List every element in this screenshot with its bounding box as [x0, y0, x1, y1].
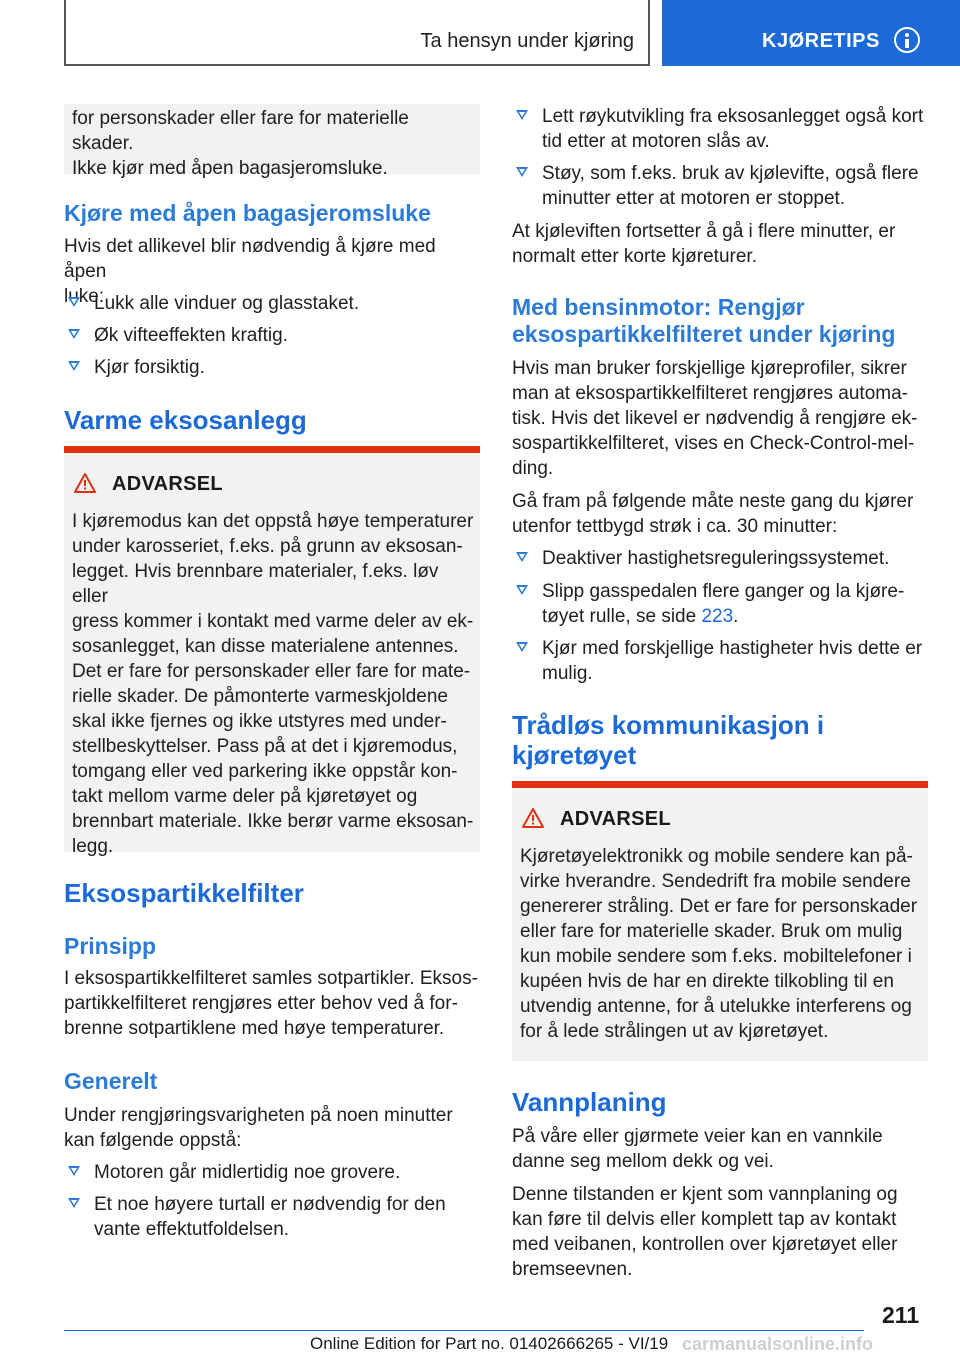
list-item	[512, 579, 904, 629]
text-line: virke hverandre. Sendedrift fra mobile sendere	[520, 871, 911, 892]
bullet-triangle-icon	[516, 585, 528, 595]
text-line: Denne tilstanden er kjent som vannplaning og	[512, 1184, 898, 1205]
list-item-text: Støy, som f.eks. bruk av kjølevifte, også flere	[542, 163, 919, 184]
list-item-text: Et noe høyere turtall er nødvendig for den	[94, 1194, 446, 1215]
warning-text	[520, 844, 924, 1044]
list-item-text: Deaktiver hastighetsreguleringssystemet.	[542, 548, 890, 569]
list-item-text: Kjør forsiktig.	[94, 357, 205, 378]
text-line: normalt etter korte kjøreturer.	[512, 246, 757, 267]
heading-wireless	[512, 710, 928, 770]
bullet-triangle-icon	[68, 1166, 80, 1176]
heading-particle-filter: Eksospartikkelfilter	[64, 878, 304, 908]
list-item-text: Slipp gasspedalen flere ganger og la kjøre‐	[542, 581, 905, 602]
list-item	[512, 104, 923, 154]
fan-text	[512, 219, 928, 269]
proceed-text	[512, 489, 928, 539]
text-line: skal ikke fjernes og ikke utstyres med under‐	[72, 711, 447, 732]
text-line: utvendig antenne, for å utelukke interferens og	[520, 996, 912, 1017]
heading-general: Generelt	[64, 1068, 158, 1094]
bullet-triangle-icon	[68, 329, 80, 339]
text-line: Kjøretøyelektronikk og mobile sendere kan på‐	[520, 846, 913, 867]
text-line: for å lede strålingen ut av kjøretøyet.	[520, 1021, 829, 1042]
header-section-title: Ta hensyn under kjøring	[420, 30, 634, 52]
list-item	[64, 1192, 446, 1242]
heading-line: kjøretøyet	[512, 740, 637, 770]
text-line: man at eksospartikkelfilteret rengjøres automa‐	[512, 383, 908, 404]
footer-divider	[64, 1330, 864, 1331]
text-line: Hvis man bruker forskjellige kjøreprofiler, sikrer	[512, 358, 907, 379]
bullet-triangle-icon	[516, 642, 528, 652]
bullet-triangle-icon	[516, 552, 528, 562]
header-section-tab	[64, 0, 650, 66]
list-item	[512, 546, 889, 571]
warning-triangle-icon	[74, 473, 96, 493]
warning-label: ADVARSEL	[560, 808, 671, 830]
text-line: I eksospartikkelfilteret samles sotpartikler. Eksos‐	[64, 968, 478, 989]
list-item-text: minutter etter at motoren er stoppet.	[542, 188, 846, 209]
petrol-text	[512, 356, 928, 481]
note-line: for personskader eller fare for materielle skader.	[72, 108, 409, 154]
text-line: takt mellom varme deler på kjøretøyet og	[72, 786, 418, 807]
text-line: legget. Hvis brennbare materialer, f.eks. løv eller	[72, 561, 439, 607]
text-line: sosanlegget, kan disse materialene antennes.	[72, 636, 459, 657]
list-item-text: vante effektutfoldelsen.	[94, 1219, 290, 1240]
bullet-triangle-icon	[68, 297, 80, 307]
list-item-text: Øk vifteeffekten kraftig.	[94, 325, 288, 346]
heading-petrol-regeneration	[512, 294, 928, 348]
watermark: carmanualsonline.info	[682, 1334, 874, 1354]
text-line: genererer stråling. Det er fare for personskader	[520, 896, 918, 917]
text-line: tisk. Hvis det likevel er nødvendig å rengjøre ek‐	[512, 408, 918, 429]
list-item	[64, 291, 359, 316]
text-line: partikkelfilteret rengjøres etter behov ved å for‐	[64, 993, 458, 1014]
text-line: kun mobile sendere som f.eks. mobiltelefoner i	[520, 946, 912, 967]
heading-line: Med bensinmotor: Rengjør	[512, 294, 805, 320]
text-line: kan følgende oppstå:	[64, 1130, 242, 1151]
text-line: luke:	[64, 286, 105, 307]
list-item	[64, 1160, 400, 1185]
text-line: med veibanen, kontrollen over kjøretøyet eller	[512, 1234, 898, 1255]
general-text	[64, 1103, 480, 1153]
principle-text	[64, 966, 480, 1041]
bullet-triangle-icon	[68, 361, 80, 371]
list-item	[64, 323, 288, 348]
text-line: rielle skader. De påmonterte varmeskjoldene	[72, 686, 448, 707]
list-item-text: Lukk alle vinduer og glasstaket.	[94, 293, 360, 314]
text-line: tomgang eller ved parkering ikke oppstår kon‐	[72, 761, 458, 782]
list-item-text: mulig.	[542, 663, 593, 684]
text-line: Gå fram på følgende måte neste gang du kjører	[512, 491, 914, 512]
text-line: På våre eller gjørmete veier kan en vannkile	[512, 1126, 883, 1147]
warning-triangle-icon	[522, 808, 544, 828]
text-line: Det er fare for personskader eller fare for mate‐	[72, 661, 471, 682]
list-item-text	[542, 604, 904, 629]
heading-principle: Prinsipp	[64, 933, 157, 959]
page-reference-link[interactable]: 223	[701, 606, 734, 627]
warning-box-wireless	[512, 781, 928, 1061]
text-line: At kjøleviften fortsetter å gå i flere minutter, er	[512, 221, 896, 242]
text-line: bremseevnen.	[512, 1259, 633, 1280]
list-item	[512, 636, 922, 686]
text-span: tøyet rulle, se side	[542, 606, 702, 627]
page-number: 211	[882, 1302, 920, 1328]
bullet-triangle-icon	[516, 110, 528, 120]
aquaplaning-text-2	[512, 1182, 928, 1282]
list-item	[512, 161, 919, 211]
bullet-triangle-icon	[68, 1198, 80, 1208]
warning-text	[72, 509, 476, 859]
heading-line: eksospartikkelfilteret under kjøring	[512, 321, 896, 347]
info-icon[interactable]	[894, 27, 920, 53]
text-line: Hvis det allikevel blir nødvendig å kjøre med åpen	[64, 236, 436, 282]
text-line: brenne sotpartiklene med høye temperaturer.	[64, 1018, 445, 1039]
bullet-triangle-icon	[516, 167, 528, 177]
aquaplaning-text-1	[512, 1124, 928, 1174]
text-span: .	[733, 606, 739, 627]
text-line: sospartikkelfilteret, vises en Check-Control-mel‐	[512, 433, 915, 454]
footer-edition: Online Edition for Part no. 01402666265 - VI/19	[310, 1334, 669, 1353]
text-line: kupéen hvis de har en direkte tilkobling til en	[520, 971, 894, 992]
list-item-text: Lett røykutvikling fra eksosanlegget også kort	[542, 106, 924, 127]
list-item-text: tid etter at motoren slås av.	[542, 131, 770, 152]
text-line: ding.	[512, 458, 554, 479]
header-chapter-title: KJØRETIPS	[762, 30, 880, 52]
warning-label: ADVARSEL	[112, 473, 223, 495]
text-line: danne seg mellom dekk og vei.	[512, 1151, 774, 1172]
heading-line: Trådløs kommunikasjon i	[512, 710, 825, 740]
warning-box-hot-exhaust	[64, 446, 480, 857]
list-item	[64, 355, 205, 380]
text-line: eller fare for materielle skader. Bruk om mulig	[520, 921, 903, 942]
text-line: legg.	[72, 836, 114, 857]
text-line: under karosseriet, f.eks. på grunn av eksosan‐	[72, 536, 463, 557]
text-line: utenfor tettbygd strøk i ca. 30 minutter:	[512, 516, 838, 537]
heading-drive-open-trunk: Kjøre med åpen bagasjeromsluke	[64, 200, 431, 226]
note-line: Ikke kjør med åpen bagasjeromsluke.	[72, 158, 388, 179]
heading-aquaplaning: Vannplaning	[512, 1087, 667, 1117]
text-line: kan føre til delvis eller komplett tap av kontakt	[512, 1209, 897, 1230]
text-line: Under rengjøringsvarigheten på noen minutter	[64, 1105, 453, 1126]
list-item-text: Motoren går midlertidig noe grovere.	[94, 1162, 401, 1183]
text-line: brennbart materiale. Ikke berør varme eksosan‐	[72, 811, 474, 832]
list-item-text: Kjør med forskjellige hastigheter hvis dette er	[542, 638, 923, 659]
text-line: stellbeskyttelser. Pass på at det i kjøremodus,	[72, 736, 458, 757]
heading-hot-exhaust: Varme eksosanlegg	[64, 405, 307, 435]
text-line: I kjøremodus kan det oppstå høye temperaturer	[72, 511, 474, 532]
continued-warning-box	[64, 104, 480, 179]
header-chapter-tab[interactable]	[662, 0, 960, 66]
text-line: gress kommer i kontakt med varme deler av ek‐	[72, 611, 474, 632]
